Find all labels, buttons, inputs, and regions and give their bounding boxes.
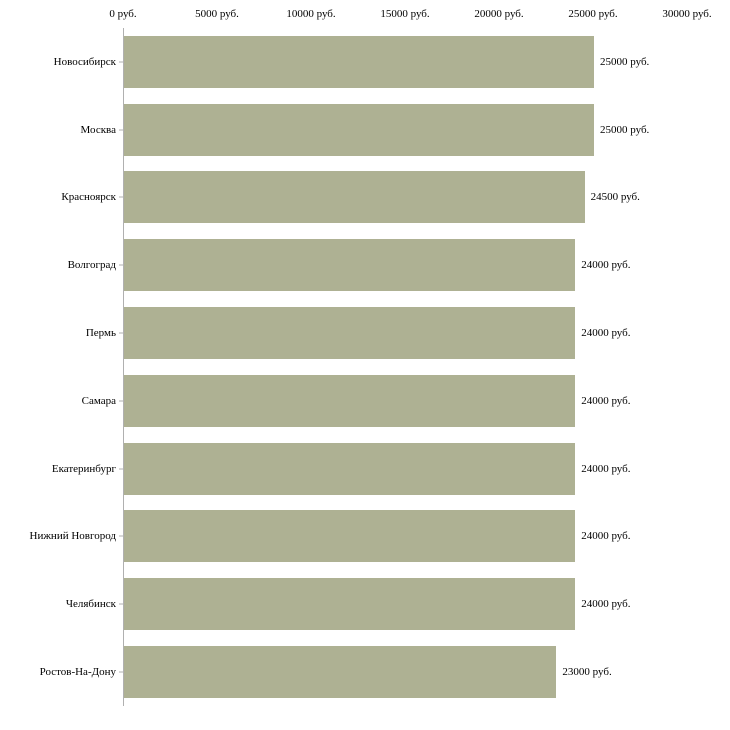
bar-value-label: 24000 руб.: [581, 598, 631, 611]
bar-row: [0, 435, 730, 503]
bar-value-label: 25000 руб.: [600, 55, 650, 68]
y-axis-tick-mark: [119, 604, 123, 605]
bar: [124, 510, 575, 562]
bar-value-label: 24000 руб.: [581, 462, 631, 475]
x-axis-tick-label: 30000 руб.: [662, 8, 712, 20]
bar-row: [0, 299, 730, 367]
category-label: Челябинск: [65, 598, 116, 611]
bar-value-label: 24500 руб.: [590, 191, 640, 204]
category-label: Волгоград: [67, 259, 116, 272]
y-axis-tick-mark: [119, 265, 123, 266]
bar-value-label: 24000 руб.: [581, 394, 631, 407]
bar-row: [0, 231, 730, 299]
y-axis-tick-mark: [119, 672, 123, 673]
bar-row: [0, 96, 730, 164]
bar-value-label: 23000 руб.: [562, 666, 612, 679]
bar-value-label: 24000 руб.: [581, 530, 631, 543]
bar: [124, 171, 585, 223]
category-label: Самара: [81, 394, 116, 407]
bar: [124, 239, 575, 291]
y-axis-tick-mark: [119, 468, 123, 469]
x-axis-tick-label: 10000 руб.: [286, 8, 336, 20]
y-axis-tick-mark: [119, 61, 123, 62]
bar: [124, 375, 575, 427]
bar-row: [0, 367, 730, 435]
category-label: Ростов-На-Дону: [39, 666, 116, 679]
y-axis-tick-mark: [119, 536, 123, 537]
bar-rows: [0, 28, 730, 706]
bar-value-label: 24000 руб.: [581, 259, 631, 272]
x-axis-top: [109, 0, 712, 28]
x-axis-tick-label: 0 руб.: [109, 8, 137, 20]
y-axis-tick-mark: [119, 129, 123, 130]
x-axis-tick-label: 5000 руб.: [195, 8, 239, 20]
y-axis-tick-mark: [119, 197, 123, 198]
bar-value-label: 24000 руб.: [581, 327, 631, 340]
bar: [124, 307, 575, 359]
bar-row: [0, 638, 730, 706]
x-axis-tick-label: 20000 руб.: [474, 8, 524, 20]
bar: [124, 443, 575, 495]
y-axis-tick-mark: [119, 333, 123, 334]
category-label: Пермь: [85, 327, 116, 340]
category-label: Нижний Новгород: [29, 530, 116, 543]
bar: [124, 36, 594, 88]
category-label: Красноярск: [61, 191, 116, 204]
category-label: Новосибирск: [53, 55, 116, 68]
bar-row: [0, 503, 730, 571]
bar-row: [0, 570, 730, 638]
bar-value-label: 25000 руб.: [600, 123, 650, 136]
x-axis-tick-label: 25000 руб.: [568, 8, 618, 20]
bar: [124, 578, 575, 630]
bar-row: [0, 28, 730, 96]
x-axis-tick-label: 15000 руб.: [380, 8, 430, 20]
bar: [124, 104, 594, 156]
bar-row: [0, 164, 730, 232]
y-axis-tick-mark: [119, 400, 123, 401]
category-label: Екатеринбург: [51, 462, 116, 475]
bar: [124, 646, 556, 698]
category-label: Москва: [80, 123, 116, 136]
